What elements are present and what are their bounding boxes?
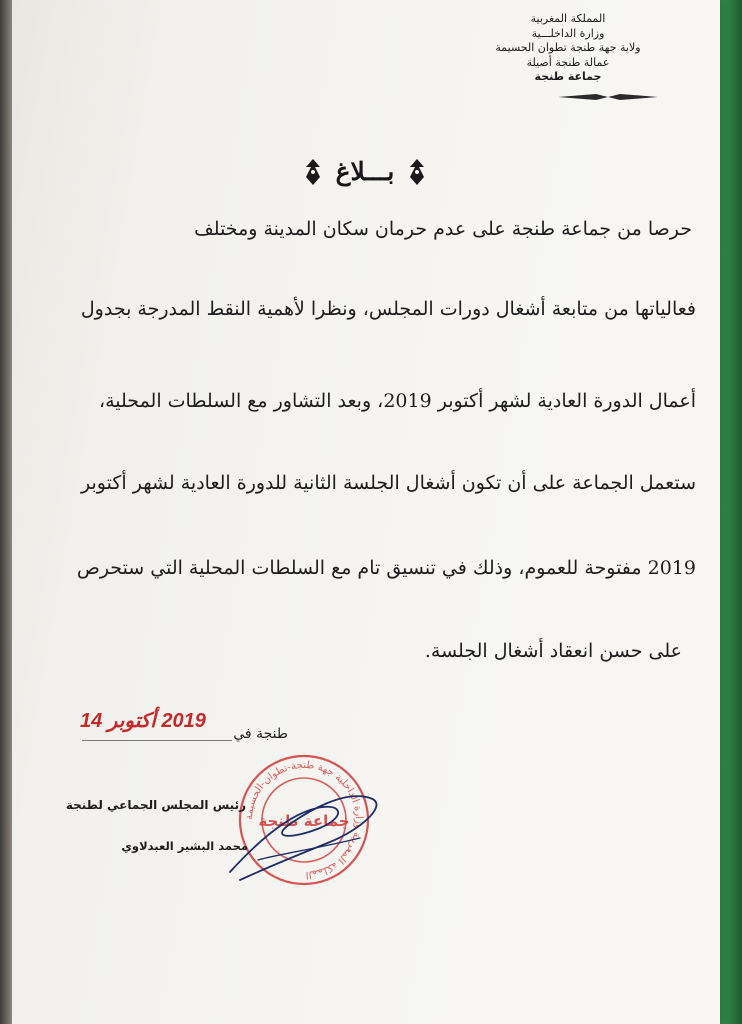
body-paragraph-line: حرصا من جماعة طنجة على عدم حرمان سكان المدينة ومختلف — [194, 218, 692, 240]
handwritten-date: 2019 أكتوبر 14 — [80, 710, 206, 732]
letterhead-ministry: وزارة الداخلـــية — [531, 26, 605, 40]
letterhead-commune: جماعة طنجة — [534, 70, 602, 83]
document-title-text: بـــلاغ — [335, 157, 395, 186]
document-title — [290, 154, 440, 190]
stamp-inner-text: جماعة طنجة — [258, 812, 350, 830]
letterhead — [478, 12, 658, 85]
body-paragraph-line: 2019 مفتوحة للعموم، وذلك في تنسيق تام مع السلطات المحلية التي ستحرص — [76, 557, 696, 579]
date-prefix-label: طنجة في — [233, 726, 288, 742]
body-paragraph-line: على حسن انعقاد أشغال الجلسة. — [424, 640, 682, 662]
signatory-name: محمد البشير العبدلاوي — [121, 839, 248, 853]
title-ornament-right-icon — [408, 157, 426, 187]
header-ornament-line — [556, 91, 660, 103]
body-paragraph-line: ستعمل الجماعة على أن تكون أشغال الجلسة الثانية للدورة العادية لشهر أكتوبر — [81, 472, 696, 494]
title-ornament-left-icon — [304, 157, 322, 187]
letterhead-prefecture: عمالة طنجة أصيلة — [526, 55, 610, 69]
green-background-edge — [720, 0, 742, 1024]
body-paragraph-line: فعالياتها من متابعة أشغال دورات المجلس، ونظرا لأهمية النقط المدرجة بجدول — [80, 298, 696, 320]
date-line — [78, 704, 288, 744]
stamp-outer-text: المملكة المغربية وزارة الداخلية جهة طنجة-تطوان-الحسيمة — [243, 759, 365, 880]
letterhead-wilaya: ولاية جهة طنجة تطوان الحسيمة — [495, 41, 641, 54]
signatory-title: رئيس المجلس الجماعي لطنجة — [65, 798, 246, 812]
date-underline — [82, 740, 232, 741]
handwritten-signature — [170, 780, 400, 890]
letterhead-kingdom: المملكة المغربية — [530, 12, 606, 25]
body-paragraph-line: أعمال الدورة العادية لشهر أكتوبر 2019، وبعد التشاور مع السلطات المحلية، — [98, 390, 696, 412]
